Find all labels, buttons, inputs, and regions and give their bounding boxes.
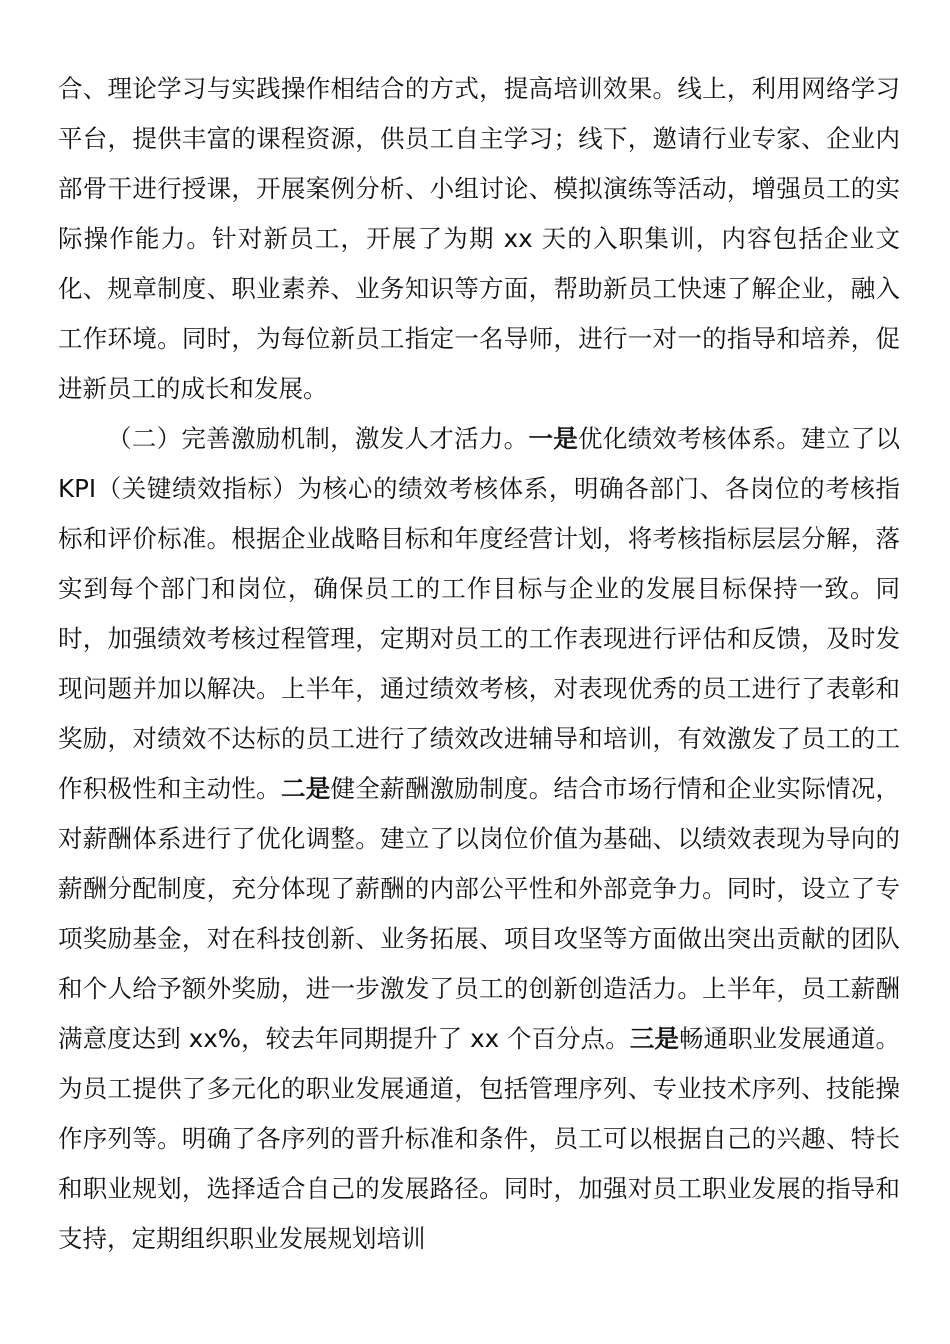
item-lead-2: 二是: [280, 774, 331, 803]
item-text-3: 畅通职业发展通道。为员工提供了多元化的职业发展通道，包括管理序列、专业技术序列、技能操作序列等。明确了各序列的晋升标准和条件，员工可以根据自己的兴趣、特长和职业规划，选择适合自己的发展路径。同时，加强对员工职业发展的指导和支持，定期组织职业发展规划培训: [58, 1024, 901, 1253]
item-lead-3: 三是: [629, 1024, 679, 1053]
section-heading: （二）完善激励机制，激发人才活力。: [107, 424, 529, 453]
item-text-1: 优化绩效考核体系。建立了以 KPI（关键绩效指标）为核心的绩效考核体系，明确各部门、各岗位的考核指标和评价标准。根据企业战略目标和年度经营计划，将考核指标层层分解，落实到每个部门和岗位，确保员工的工作目标与企业的发展目标保持一致。同时，加强绩效考核过程管理，定期对员工的工作表现进行评估和反馈，及时发现问题并加以解决。上半年，通过绩效考核，对表现优秀的员工进行了表彰和奖励，对绩效不达标的员工进行了绩效改进辅导和培训，有效激发了员工的工作积极性和主动性。: [58, 424, 901, 803]
paragraph-training-methods: [58, 64, 900, 414]
document-body: [58, 64, 900, 1264]
paragraph-text: 合、理论学习与实践操作相结合的方式，提高培训效果。线上，利用网络学习平台，提供丰富的课程资源，供员工自主学习；线下，邀请行业专家、企业内部骨干进行授课，开展案例分析、小组讨论、模拟演练等活动，增强员工的实际操作能力。针对新员工，开展了为期 xx 天的入职集训，内容包括企业文化、规章制度、职业素养、业务知识等方面，帮助新员工快速了解企业，融入工作环境。同时，为每位新员工指定一名导师，进行一对一的指导和培养，促进新员工的成长和发展。: [58, 74, 900, 403]
item-lead-1: 一是: [528, 424, 579, 453]
paragraph-incentive-mechanism: [58, 414, 900, 1264]
item-text-2: 健全薪酬激励制度。结合市场行情和企业实际情况，对薪酬体系进行了优化调整。建立了以岗位价值为基础、以绩效表现为导向的薪酬分配制度，充分体现了薪酬的内部公平性和外部竞争力。同时，设立了专项奖励基金，对在科技创新、业务拓展、项目攻坚等方面做出突出贡献的团队和个人给予额外奖励，进一步激发了员工的创新创造活力。上半年，员工薪酬满意度达到 xx%，较去年同期提升了 xx 个百分点。: [58, 774, 901, 1053]
